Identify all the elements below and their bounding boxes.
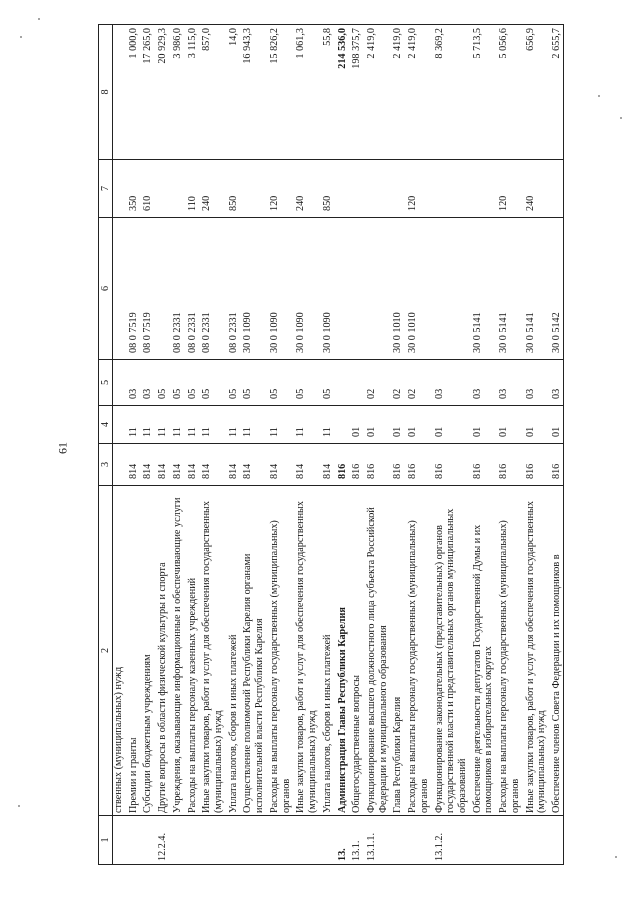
- rotated-table-container: [98, 25, 562, 865]
- row-number-cell: 13.1.: [348, 816, 363, 865]
- target-article-code-cell: 30 0 5141: [469, 218, 495, 360]
- expense-type-code-cell: 110: [184, 160, 199, 218]
- row-name-cell: Расходы на выплаты персоналу государственных (муниципальных) органов: [495, 486, 521, 816]
- expense-type-code-cell: [363, 160, 389, 218]
- target-article-code-cell: 08 0 2331: [169, 218, 184, 360]
- ministry-code-cell: 816: [363, 444, 389, 486]
- amount-cell: 1 061,3: [292, 25, 318, 160]
- row-number-cell: [522, 816, 548, 865]
- row-number-cell: 13.1.2.: [431, 816, 469, 865]
- expense-type-code-cell: 240: [292, 160, 318, 218]
- row-name-cell: Функционирование высшего должностного лица субъекта Российской Федерации и муниципального образования: [363, 486, 389, 816]
- ministry-code-cell: [113, 444, 125, 486]
- row-name-cell: Осуществление полномочий Республики Карелия органами исполнительной власти Республики Карелия: [239, 486, 265, 816]
- subsection-code-cell: 05: [184, 360, 199, 406]
- ministry-code-cell: 814: [198, 444, 224, 486]
- ministry-code-cell: 816: [404, 444, 430, 486]
- ministry-code-cell: 814: [225, 444, 240, 486]
- expense-type-code-cell: [431, 160, 469, 218]
- row-number-cell: [198, 816, 224, 865]
- row-number-cell: 12.2.4.: [154, 816, 169, 865]
- amount-cell: 2 655,7: [548, 25, 563, 160]
- section-code-cell: 11: [266, 406, 292, 444]
- page-number: 61: [55, 442, 70, 454]
- ministry-code-cell: 814: [292, 444, 318, 486]
- amount-cell: 2 419,0: [404, 25, 430, 160]
- ministry-code-cell: 816: [548, 444, 563, 486]
- table-row: [139, 25, 154, 865]
- row-number-cell: [139, 816, 154, 865]
- subsection-code-cell: 03: [125, 360, 140, 406]
- row-name-cell: Премии и гранты: [125, 486, 140, 816]
- target-article-code-cell: [363, 218, 389, 360]
- ministry-code-cell: 814: [319, 444, 334, 486]
- budget-table: [98, 24, 564, 865]
- amount-cell: 14,0: [225, 25, 240, 160]
- expense-type-code-cell: [154, 160, 169, 218]
- column-header: 8: [99, 25, 113, 160]
- section-code-cell: 01: [363, 406, 389, 444]
- row-name-cell: Обеспечение деятельности депутатов Государственной Думы и их помощников в избирательных округах: [469, 486, 495, 816]
- subsection-code-cell: 05: [169, 360, 184, 406]
- table-row: [125, 25, 140, 865]
- section-code-cell: 01: [548, 406, 563, 444]
- amount-cell: 1 000,0: [125, 25, 140, 160]
- row-name-cell: Расходы на выплаты персоналу казенных учреждений: [184, 486, 199, 816]
- amount-cell: [113, 25, 125, 160]
- subsection-code-cell: 05: [239, 360, 265, 406]
- subsection-code-cell: 05: [319, 360, 334, 406]
- row-name-cell: Глава Республики Карелия: [389, 486, 404, 816]
- expense-type-code-cell: 120: [404, 160, 430, 218]
- scan-speck: [18, 805, 20, 807]
- table-row: [363, 25, 389, 865]
- amount-cell: 2 419,0: [389, 25, 404, 160]
- target-article-code-cell: 30 0 5142: [548, 218, 563, 360]
- amount-cell: 15 826,2: [266, 25, 292, 160]
- amount-cell: 16 943,3: [239, 25, 265, 160]
- column-header: 3: [99, 444, 113, 486]
- target-article-code-cell: [348, 218, 363, 360]
- row-name-cell: Иные закупки товаров, работ и услуг для обеспечения государственных (муниципальных) нужд: [522, 486, 548, 816]
- section-code-cell: 01: [522, 406, 548, 444]
- subsection-code-cell: 03: [469, 360, 495, 406]
- table-row: [495, 25, 521, 865]
- column-header: 1: [99, 816, 113, 865]
- subsection-code-cell: [334, 360, 349, 406]
- target-article-code-cell: [431, 218, 469, 360]
- subsection-code-cell: 05: [225, 360, 240, 406]
- column-header: 6: [99, 218, 113, 360]
- amount-cell: 20 929,3: [154, 25, 169, 160]
- target-article-code-cell: 30 0 1090: [319, 218, 334, 360]
- expense-type-code-cell: 240: [522, 160, 548, 218]
- table-row: [113, 25, 125, 865]
- table-row: [184, 25, 199, 865]
- ministry-code-cell: 814: [125, 444, 140, 486]
- ministry-code-cell: 814: [154, 444, 169, 486]
- table-row: [389, 25, 404, 865]
- row-number-cell: [292, 816, 318, 865]
- row-number-cell: [495, 816, 521, 865]
- table-row: [154, 25, 169, 865]
- table-row: [319, 25, 334, 865]
- subsection-code-cell: 03: [495, 360, 521, 406]
- row-number-cell: [239, 816, 265, 865]
- scan-speck: [20, 36, 22, 38]
- ministry-code-cell: 816: [431, 444, 469, 486]
- section-code-cell: 01: [495, 406, 521, 444]
- table-row: [266, 25, 292, 865]
- subsection-code-cell: 03: [139, 360, 154, 406]
- expense-type-code-cell: [389, 160, 404, 218]
- expense-type-code-cell: [469, 160, 495, 218]
- section-code-cell: 11: [154, 406, 169, 444]
- target-article-code-cell: 30 0 1010: [404, 218, 430, 360]
- ministry-code-cell: 816: [348, 444, 363, 486]
- row-name-cell: Иные закупки товаров, работ и услуг для обеспечения государственных (муниципальных) нужд: [198, 486, 224, 816]
- target-article-code-cell: 30 0 1090: [292, 218, 318, 360]
- row-number-cell: [548, 816, 563, 865]
- row-number-cell: [319, 816, 334, 865]
- target-article-code-cell: 30 0 5141: [495, 218, 521, 360]
- section-code-cell: 11: [198, 406, 224, 444]
- subsection-code-cell: 05: [198, 360, 224, 406]
- target-article-code-cell: 08 0 7519: [125, 218, 140, 360]
- target-article-code-cell: 30 0 1090: [266, 218, 292, 360]
- column-header: 5: [99, 360, 113, 406]
- row-name-cell: Уплата налогов, сборов и иных платежей: [319, 486, 334, 816]
- column-header: 4: [99, 406, 113, 444]
- subsection-code-cell: 03: [522, 360, 548, 406]
- column-header: 7: [99, 160, 113, 218]
- row-number-cell: [266, 816, 292, 865]
- amount-cell: 17 265,0: [139, 25, 154, 160]
- expense-type-code-cell: 850: [225, 160, 240, 218]
- section-code-cell: [334, 406, 349, 444]
- subsection-code-cell: 05: [292, 360, 318, 406]
- subsection-code-cell: 03: [431, 360, 469, 406]
- subsection-code-cell: 05: [266, 360, 292, 406]
- expense-type-code-cell: [113, 160, 125, 218]
- target-article-code-cell: [334, 218, 349, 360]
- ministry-code-cell: 816: [469, 444, 495, 486]
- amount-cell: 3 986,0: [169, 25, 184, 160]
- row-number-cell: [184, 816, 199, 865]
- scan-speck: [38, 18, 40, 20]
- target-article-code-cell: 08 0 7519: [139, 218, 154, 360]
- row-name-cell: Общегосударственные вопросы: [348, 486, 363, 816]
- ministry-code-cell: 814: [239, 444, 265, 486]
- table-row: [169, 25, 184, 865]
- section-code-cell: 11: [184, 406, 199, 444]
- row-number-cell: [113, 816, 125, 865]
- table-row: [225, 25, 240, 865]
- scan-speck: [620, 117, 622, 119]
- ministry-code-cell: 816: [495, 444, 521, 486]
- target-article-code-cell: 08 0 2331: [184, 218, 199, 360]
- target-article-code-cell: 30 0 1090: [239, 218, 265, 360]
- row-number-cell: [125, 816, 140, 865]
- table-row: [239, 25, 265, 865]
- row-number-cell: [469, 816, 495, 865]
- ministry-code-cell: 814: [139, 444, 154, 486]
- section-code-cell: 11: [225, 406, 240, 444]
- section-code-cell: 11: [125, 406, 140, 444]
- table-row: [334, 25, 349, 865]
- section-code-cell: 11: [239, 406, 265, 444]
- table-row: [348, 25, 363, 865]
- amount-cell: 55,8: [319, 25, 334, 160]
- table-row: [522, 25, 548, 865]
- amount-cell: 8 369,2: [431, 25, 469, 160]
- row-number-cell: 13.: [334, 816, 349, 865]
- section-code-cell: 11: [169, 406, 184, 444]
- scan-speck: [615, 856, 617, 858]
- amount-cell: 3 115,0: [184, 25, 199, 160]
- table-row: [469, 25, 495, 865]
- row-name-cell: ственных (муниципальных) нужд: [113, 486, 125, 816]
- row-number-cell: [169, 816, 184, 865]
- row-name-cell: Другие вопросы в области физической культуры и спорта: [154, 486, 169, 816]
- section-code-cell: 11: [139, 406, 154, 444]
- section-code-cell: [113, 406, 125, 444]
- ministry-code-cell: 814: [169, 444, 184, 486]
- amount-cell: 214 536,0: [334, 25, 349, 160]
- expense-type-code-cell: [169, 160, 184, 218]
- column-header: 2: [99, 486, 113, 816]
- row-name-cell: Субсидии бюджетным учреждениям: [139, 486, 154, 816]
- table-row: [292, 25, 318, 865]
- ministry-code-cell: 814: [266, 444, 292, 486]
- amount-cell: 656,9: [522, 25, 548, 160]
- row-name-cell: Иные закупки товаров, работ и услуг для обеспечения государственных (муниципальных) нужд: [292, 486, 318, 816]
- section-code-cell: 11: [292, 406, 318, 444]
- target-article-code-cell: 30 0 1010: [389, 218, 404, 360]
- amount-cell: 857,0: [198, 25, 224, 160]
- expense-type-code-cell: 120: [495, 160, 521, 218]
- subsection-code-cell: [113, 360, 125, 406]
- amount-cell: 5 056,6: [495, 25, 521, 160]
- table-row: [198, 25, 224, 865]
- column-number-header: [99, 25, 113, 865]
- subsection-code-cell: 03: [548, 360, 563, 406]
- amount-cell: 198 375,7: [348, 25, 363, 160]
- expense-type-code-cell: 240: [198, 160, 224, 218]
- subsection-code-cell: [348, 360, 363, 406]
- row-number-cell: [225, 816, 240, 865]
- amount-cell: 5 713,5: [469, 25, 495, 160]
- ministry-code-cell: 814: [184, 444, 199, 486]
- row-number-cell: 13.1.1.: [363, 816, 389, 865]
- expense-type-code-cell: [348, 160, 363, 218]
- expense-type-code-cell: 610: [139, 160, 154, 218]
- row-name-cell: Учреждения, оказывающие информационные и обеспечивающие услуги: [169, 486, 184, 816]
- row-name-cell: Уплата налогов, сборов и иных платежей: [225, 486, 240, 816]
- subsection-code-cell: 02: [389, 360, 404, 406]
- expense-type-code-cell: [548, 160, 563, 218]
- section-code-cell: 01: [389, 406, 404, 444]
- row-name-cell: Обеспечение членов Совета Федерации и их помощников в: [548, 486, 563, 816]
- expense-type-code-cell: 850: [319, 160, 334, 218]
- row-number-cell: [404, 816, 430, 865]
- target-article-code-cell: [154, 218, 169, 360]
- section-code-cell: 01: [404, 406, 430, 444]
- target-article-code-cell: 08 0 2331: [198, 218, 224, 360]
- target-article-code-cell: 08 0 2331: [225, 218, 240, 360]
- subsection-code-cell: 05: [154, 360, 169, 406]
- row-name-cell: Расходы на выплаты персоналу государственных (муниципальных) органов: [404, 486, 430, 816]
- row-name-cell: Администрация Главы Республики Карелия: [334, 486, 349, 816]
- expense-type-code-cell: [334, 160, 349, 218]
- row-name-cell: Расходы на выплаты персоналу государственных (муниципальных) органов: [266, 486, 292, 816]
- ministry-code-cell: 816: [389, 444, 404, 486]
- row-number-cell: [389, 816, 404, 865]
- row-name-cell: Функционирование законодательных (представительных) органов государственной власти и представительных органов муниципальных образований: [431, 486, 469, 816]
- expense-type-code-cell: 350: [125, 160, 140, 218]
- target-article-code-cell: [113, 218, 125, 360]
- table-row: [548, 25, 563, 865]
- subsection-code-cell: 02: [363, 360, 389, 406]
- expense-type-code-cell: 120: [266, 160, 292, 218]
- section-code-cell: 01: [348, 406, 363, 444]
- target-article-code-cell: 30 0 5141: [522, 218, 548, 360]
- table-row: [431, 25, 469, 865]
- amount-cell: 2 419,0: [363, 25, 389, 160]
- ministry-code-cell: 816: [334, 444, 349, 486]
- section-code-cell: 01: [469, 406, 495, 444]
- section-code-cell: 01: [431, 406, 469, 444]
- scan-speck: [598, 95, 600, 97]
- ministry-code-cell: 816: [522, 444, 548, 486]
- subsection-code-cell: 02: [404, 360, 430, 406]
- table-row: [404, 25, 430, 865]
- expense-type-code-cell: [239, 160, 265, 218]
- section-code-cell: 11: [319, 406, 334, 444]
